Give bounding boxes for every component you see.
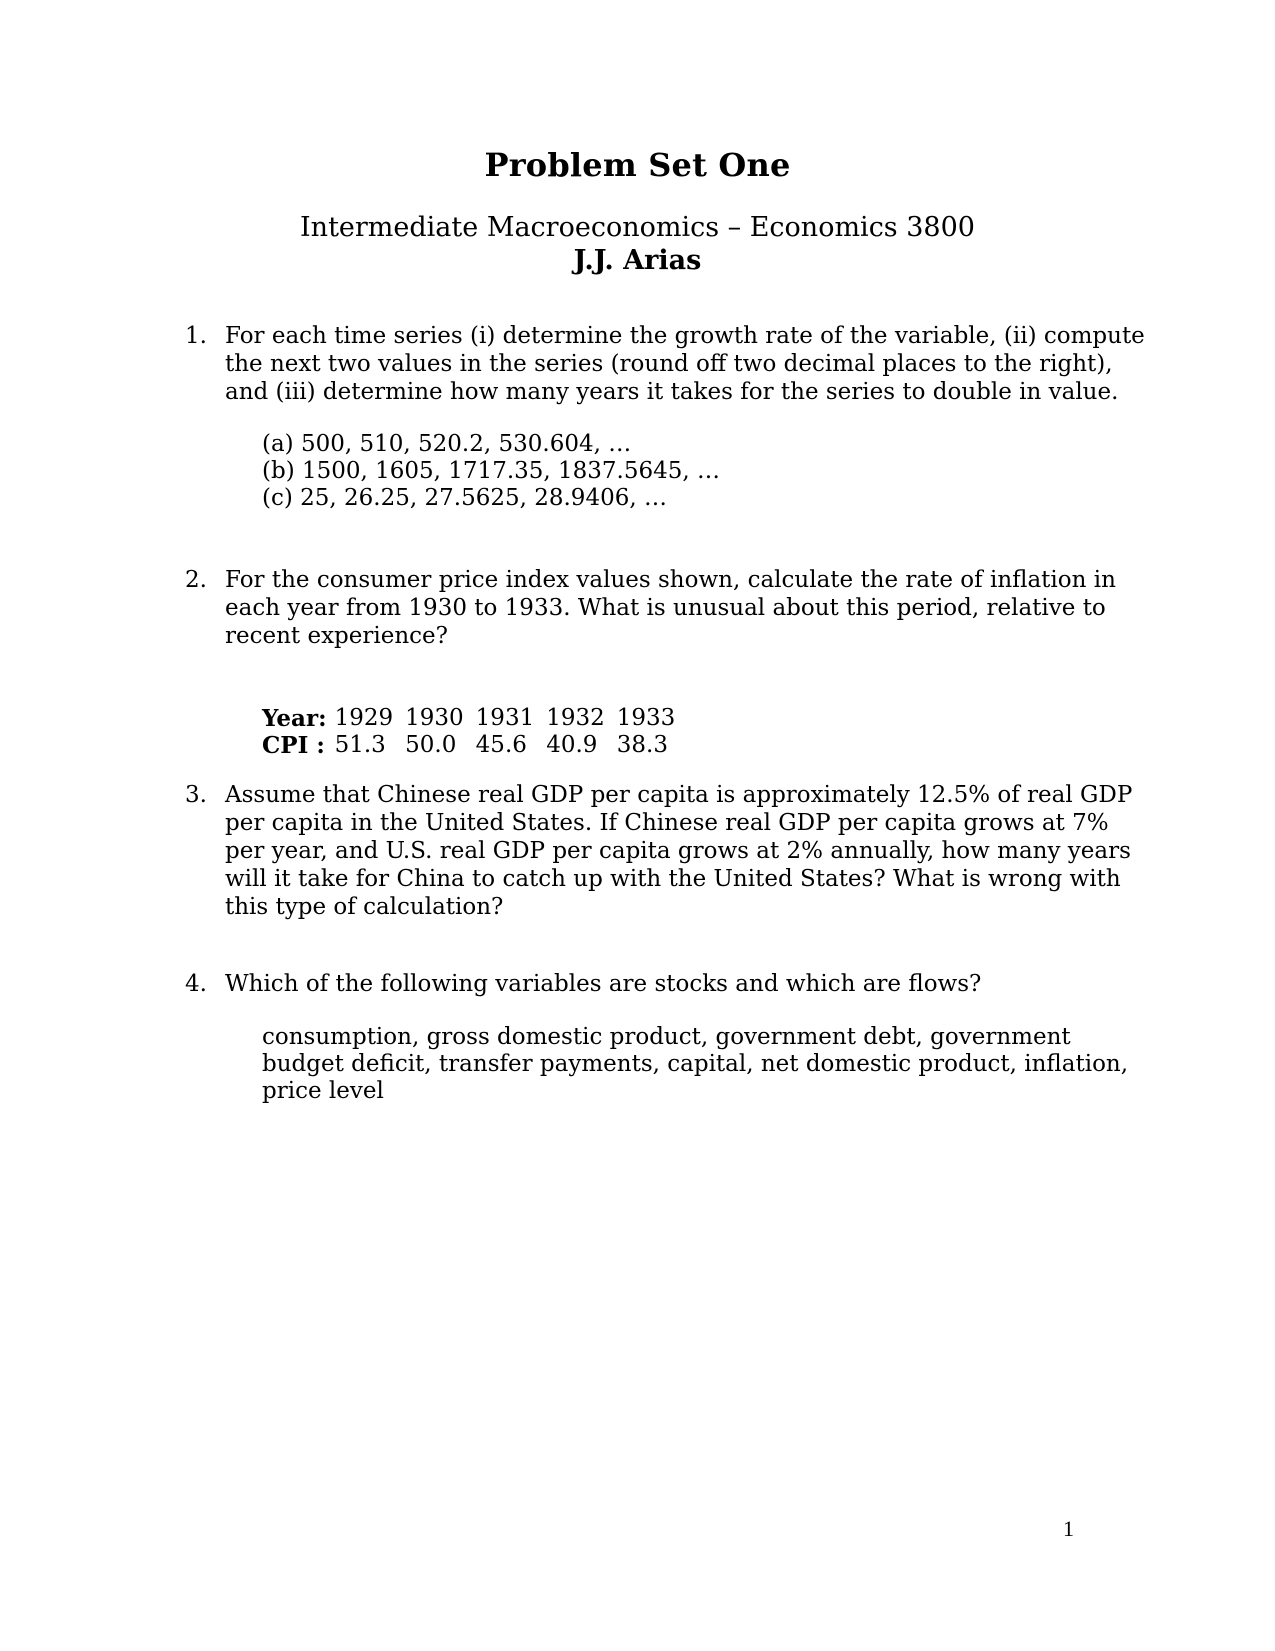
cpi-table xyxy=(262,705,687,759)
series-item-b: (b) 1500, 1605, 1717.35, 1837.5645, … xyxy=(262,458,721,484)
year-label: Year: xyxy=(262,705,327,732)
question-line: and (iii) determine how many years it takes for the series to double in value. xyxy=(225,379,1119,405)
question-text xyxy=(225,781,1133,921)
question-number: 4. xyxy=(185,971,207,997)
year-cell: 1933 xyxy=(616,705,676,731)
question-number: 1. xyxy=(185,323,207,349)
cpi-cell: 38.3 xyxy=(616,732,668,758)
question-number: 3. xyxy=(185,782,207,808)
variables-list xyxy=(262,1024,1128,1105)
cpi-cell: 50.0 xyxy=(405,732,457,758)
cpi-row xyxy=(262,732,687,759)
question-line: recent experience? xyxy=(225,623,448,649)
question-line: this type of calculation? xyxy=(225,894,504,920)
cpi-cell: 45.6 xyxy=(475,732,527,758)
series-item-a: (a) 500, 510, 520.2, 530.604, … xyxy=(262,431,632,457)
question-line: will it take for China to catch up with the United States? What is wrong with xyxy=(225,866,1121,892)
variables-line: budget deficit, transfer payments, capital, net domestic product, inflation, xyxy=(262,1051,1129,1077)
question-line: per year, and U.S. real GDP per capita grows at 2% annually, how many years xyxy=(225,838,1131,864)
year-cell: 1930 xyxy=(405,705,464,731)
question-number: 2. xyxy=(185,567,207,593)
page-number: 1 xyxy=(1063,1516,1074,1541)
document-title: Problem Set One xyxy=(484,146,791,184)
question-line: For the consumer price index values shown, calculate the rate of inflation in xyxy=(225,567,1116,593)
year-row xyxy=(262,705,687,732)
course-subtitle: Intermediate Macroeconomics – Economics 3800 xyxy=(300,212,975,243)
cpi-cell: 51.3 xyxy=(334,732,386,758)
series-item-c: (c) 25, 26.25, 27.5625, 28.9406, … xyxy=(262,485,667,511)
question-line: the next two values in the series (round off two decimal places to the right), xyxy=(225,351,1113,377)
author-name: J.J. Arias xyxy=(573,245,702,276)
year-cell: 1932 xyxy=(546,705,605,731)
cpi-cell: 40.9 xyxy=(546,732,598,758)
question-line: For each time series (i) determine the growth rate of the variable, (ii) compute xyxy=(225,323,1145,349)
year-cell: 1929 xyxy=(334,705,394,731)
question-line: Which of the following variables are stocks and which are flows? xyxy=(225,971,982,997)
year-cell: 1931 xyxy=(475,705,535,731)
variables-line: consumption, gross domestic product, government debt, government xyxy=(262,1024,1071,1050)
question-1 xyxy=(185,322,1145,406)
question-line: Assume that Chinese real GDP per capita is approximately 12.5% of real GDP xyxy=(225,782,1133,808)
question-3 xyxy=(185,781,1133,921)
cpi-label: CPI : xyxy=(262,732,325,759)
variables-line: price level xyxy=(262,1078,384,1104)
question-text xyxy=(225,566,1116,650)
question-text xyxy=(225,970,1085,998)
question-line: each year from 1930 to 1933. What is unusual about this period, relative to xyxy=(225,595,1106,621)
series-list xyxy=(262,431,720,512)
question-2 xyxy=(185,566,1116,650)
question-4 xyxy=(185,970,1085,998)
question-line: per capita in the United States. If Chinese real GDP per capita grows at 7% xyxy=(225,810,1109,836)
question-text xyxy=(225,322,1145,406)
